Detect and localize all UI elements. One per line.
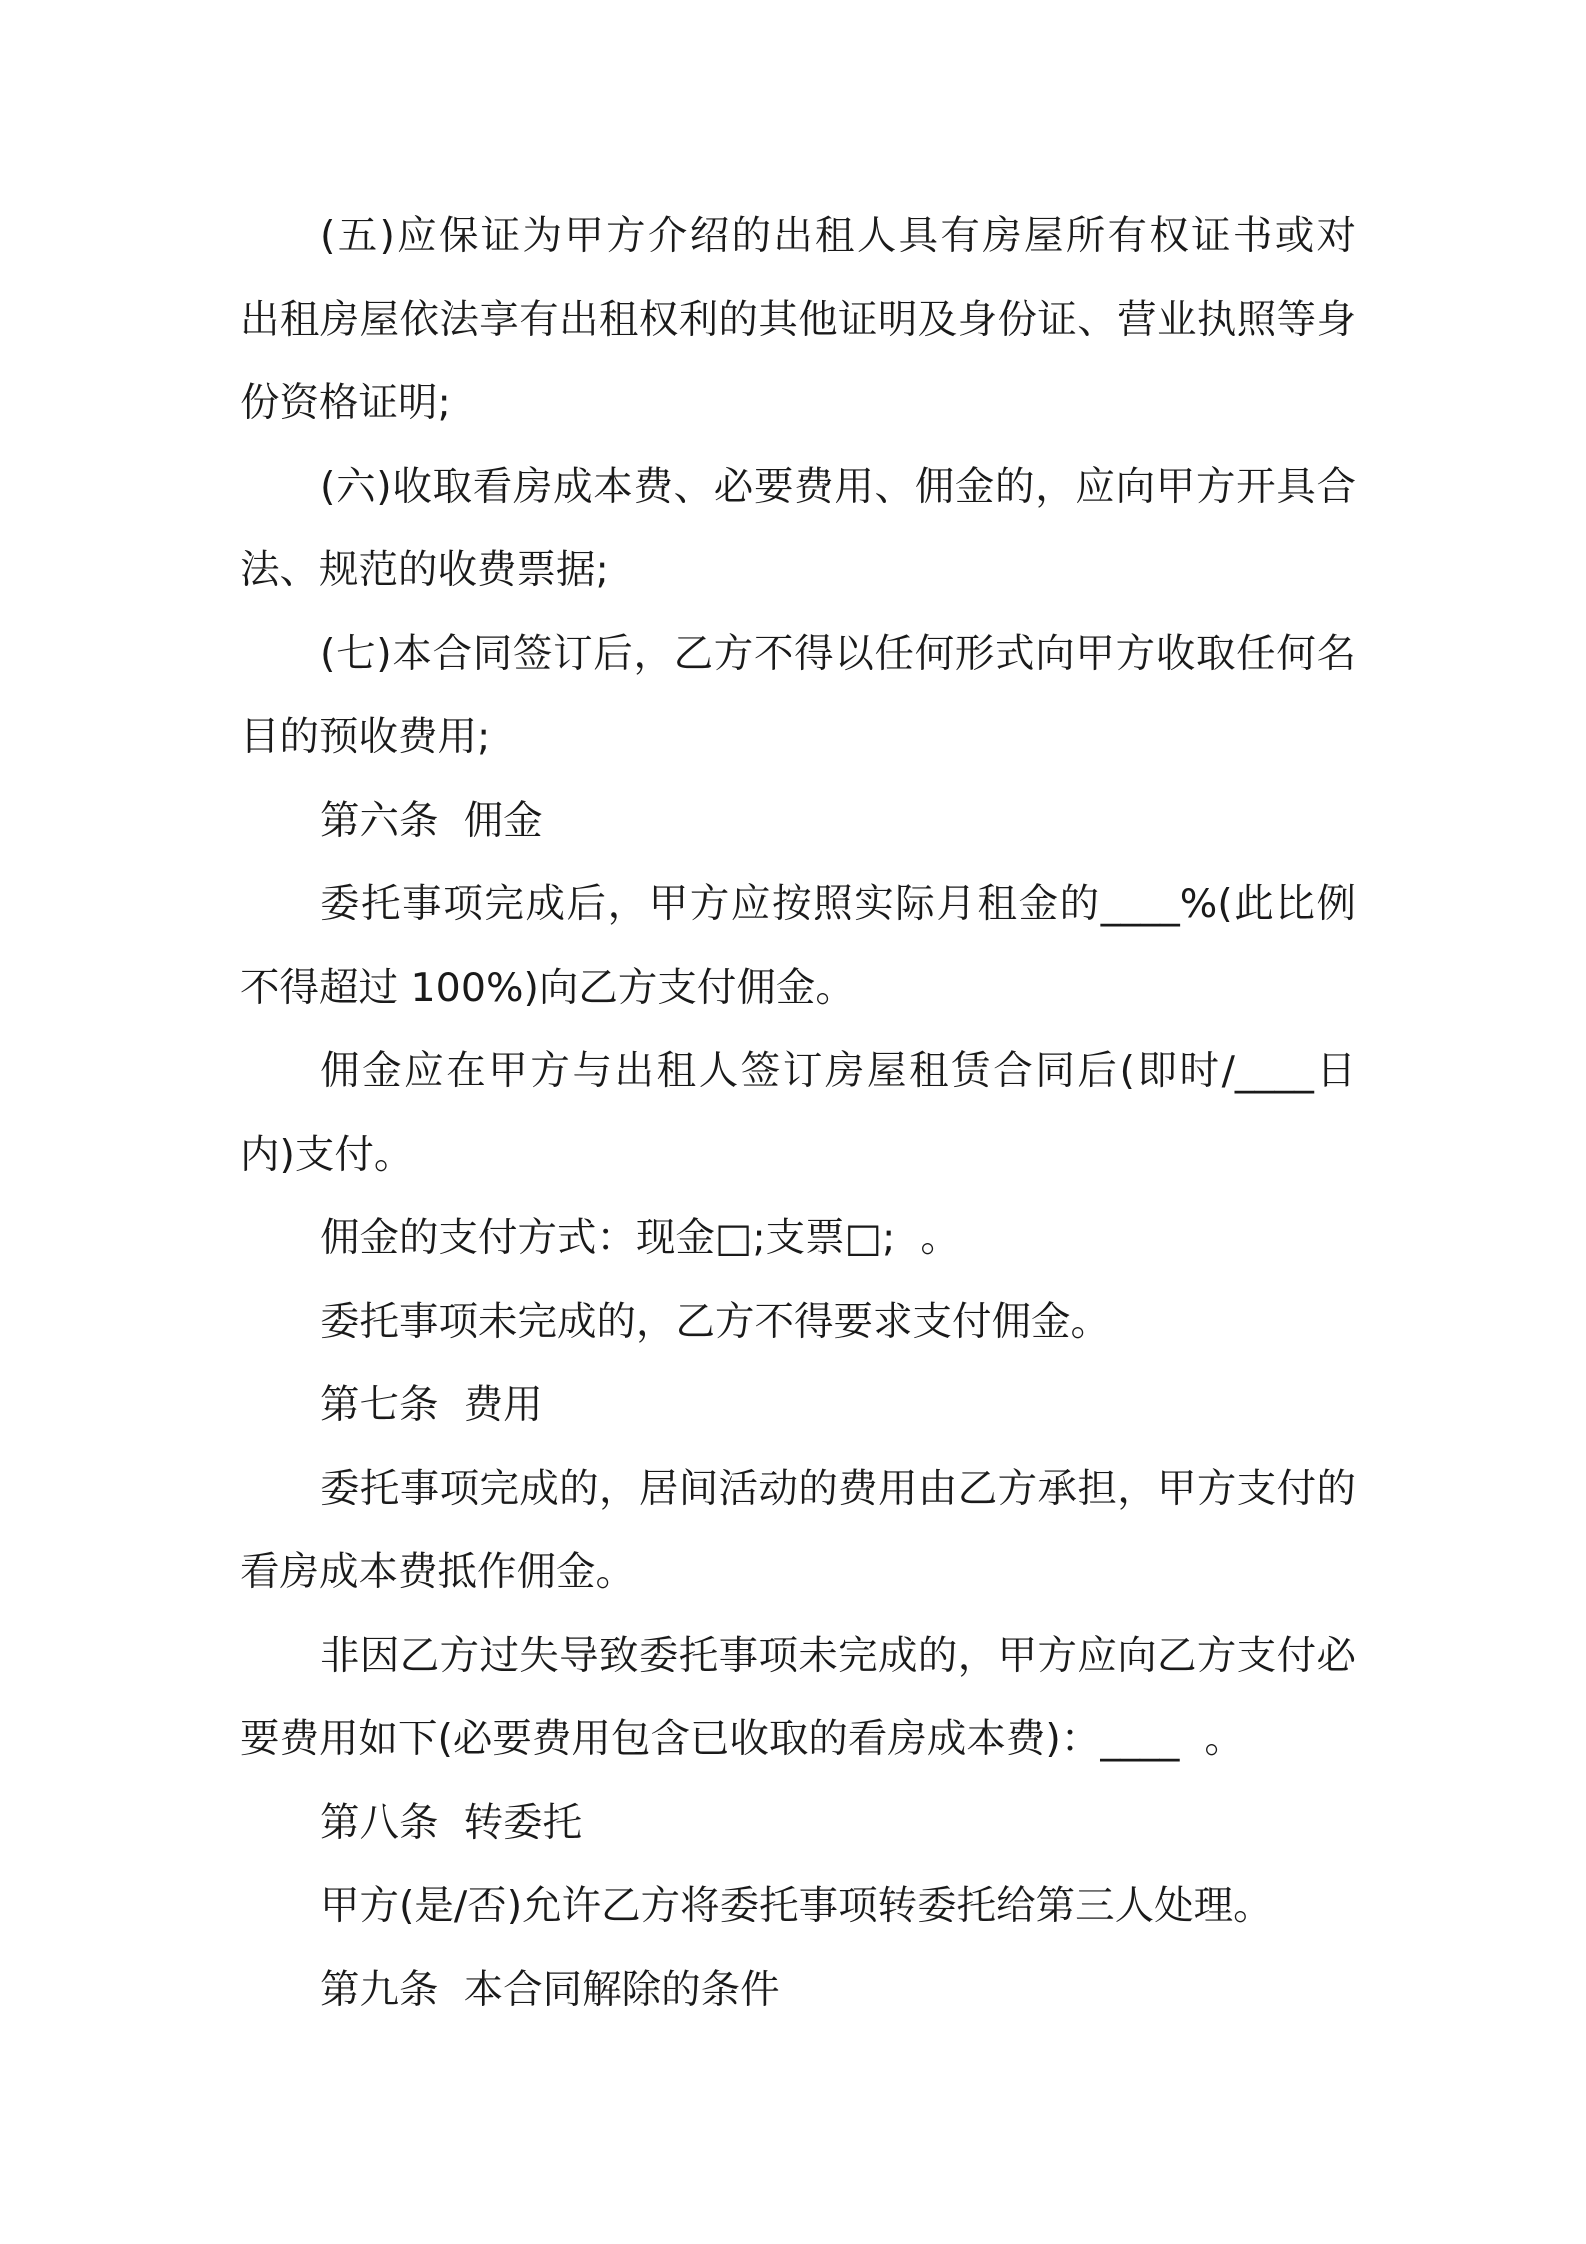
- clause-7-line-2: 目的预收费用;: [240, 714, 491, 760]
- subcommission-line: 甲方(是/否)允许乙方将委托事项转委托给第三人处理。: [320, 1883, 1273, 1929]
- clause-7-line-1: (七)本合同签订后，乙方不得以任何形式向甲方收取任何名: [320, 630, 1356, 677]
- clause-6-line-2: 法、规范的收费票据;: [240, 547, 609, 593]
- article-8-heading: 第八条 转委托: [320, 1799, 583, 1846]
- commission-timing-line-1: 佣金应在甲方与出租人签订房屋租赁合同后(即时/____日: [320, 1048, 1356, 1094]
- article-7-heading: 第七条 费用: [320, 1382, 543, 1428]
- unfinished-commission-line: 委托事项未完成的，乙方不得要求支付佣金。: [320, 1298, 1110, 1345]
- contract-body-text: [240, 195, 1356, 2032]
- clause-5-line-3: 份资格证明;: [240, 380, 451, 426]
- necessary-expense-line-2: 要费用如下(必要费用包含已收取的看房成本费)：____ 。: [240, 1716, 1244, 1762]
- clause-6-line-1: (六)收取看房成本费、必要费用、佣金的，应向甲方开具合: [320, 463, 1356, 510]
- article-6-heading: 第六条 佣金: [320, 797, 543, 844]
- necessary-expense-line-1: 非因乙方过失导致委托事项未完成的，甲方应向乙方支付必: [320, 1632, 1356, 1679]
- clause-5-line-2: 出租房屋依法享有出租权利的其他证明及身份证、营业执照等身: [240, 296, 1356, 343]
- commission-timing-line-2: 内)支付。: [240, 1131, 414, 1178]
- article-9-heading: 第九条 本合同解除的条件: [320, 1966, 780, 2013]
- expense-line-1: 委托事项完成的，居间活动的费用由乙方承担，甲方支付的: [320, 1465, 1356, 1512]
- commission-rate-line-2: 不得超过 100%)向乙方支付佣金。: [240, 964, 855, 1011]
- clause-5-line-1: (五)应保证为甲方介绍的出租人具有房屋所有权证书或对: [320, 213, 1356, 259]
- payment-method-line: 佣金的支付方式：现金□;支票□; 。: [320, 1215, 960, 1261]
- expense-line-2: 看房成本费抵作佣金。: [240, 1549, 635, 1595]
- commission-rate-line-1: 委托事项完成后，甲方应按照实际月租金的____%(此比例: [320, 881, 1356, 927]
